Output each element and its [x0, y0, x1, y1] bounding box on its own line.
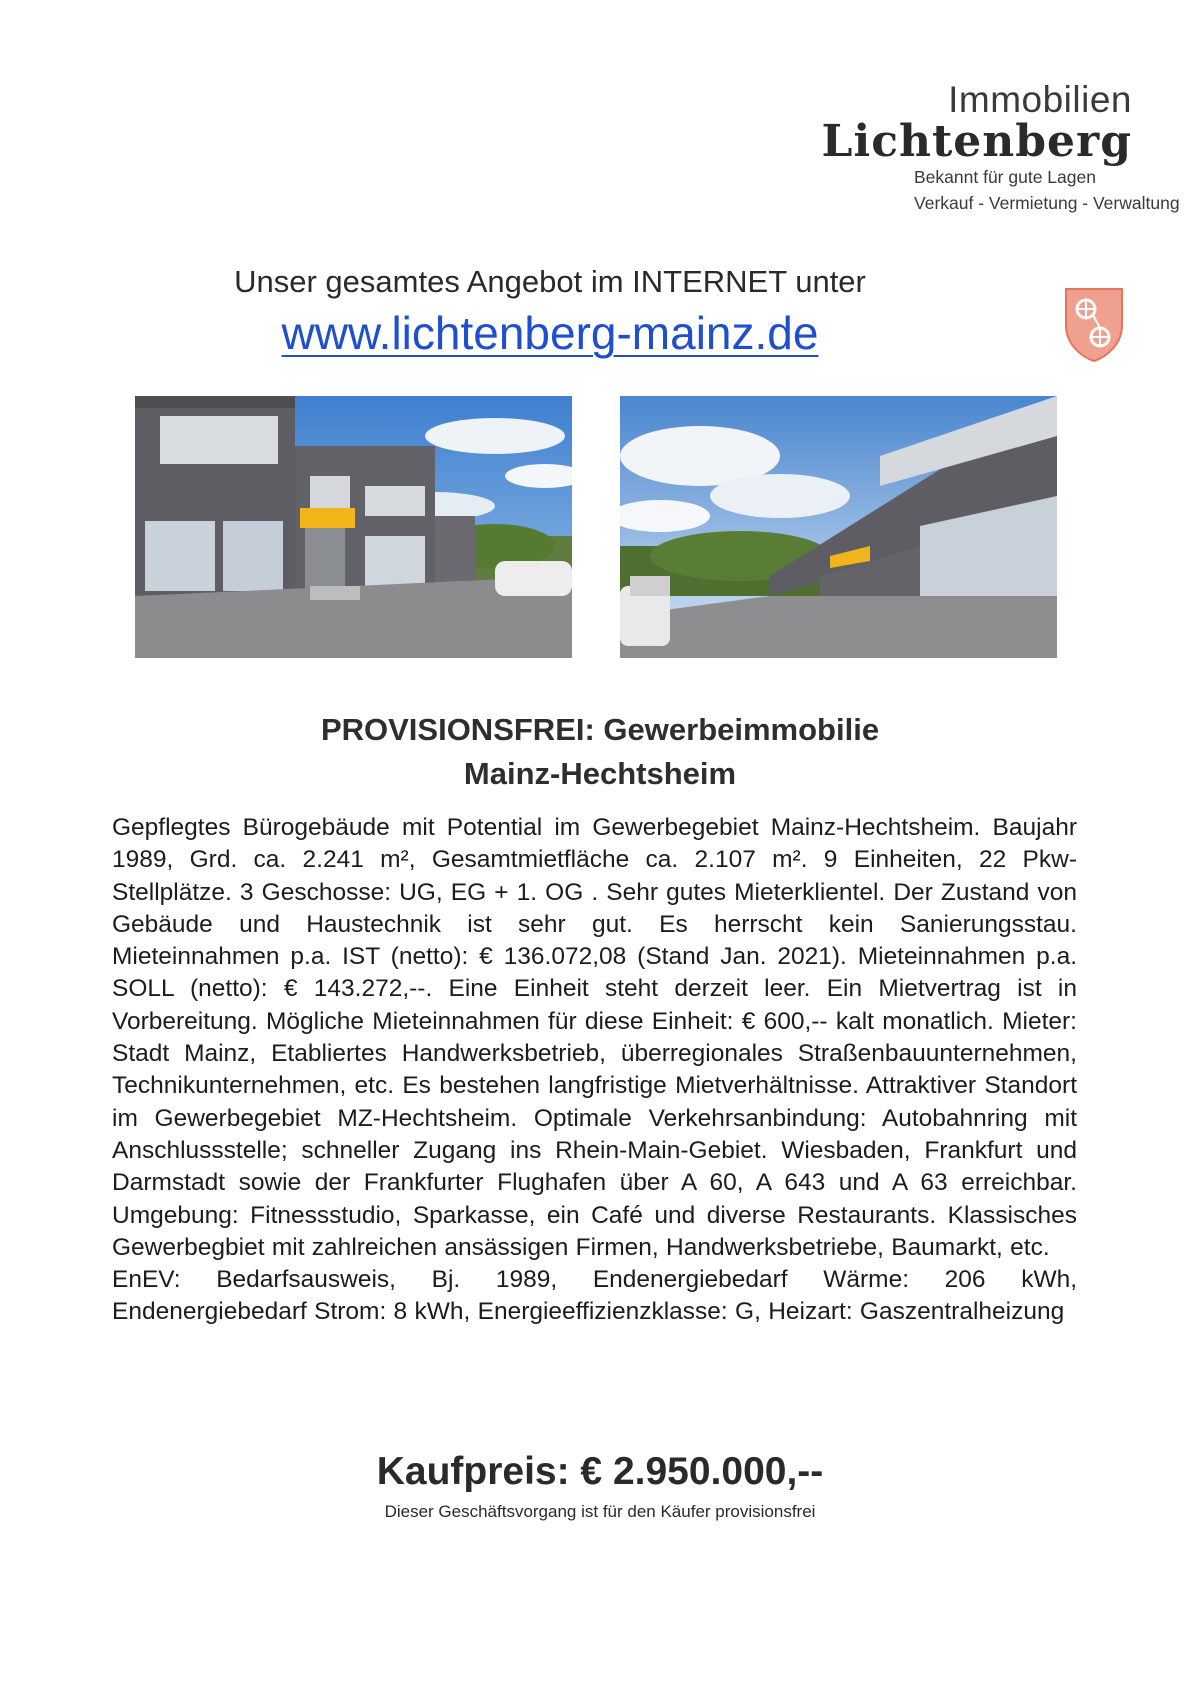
- building-photo-side: [620, 396, 1057, 658]
- description-text: Gepflegtes Bürogebäude mit Potential im Gewerbegebiet Mainz-Hechtsheim. Baujahr 1989, Grd. ca. 2.241 m², Gesamtmietfläche ca. 2.107 m². 9 Einheiten, 22 Pkw-Stellplätze. 3 Geschosse: UG, EG + 1. OG . Sehr gutes Mieterklientel. Der Zustand von Gebäude und Haustechnik ist sehr gut. Es herrscht kein Sanierungsstau. Mieteinnahmen p.a. IST (netto): € 136.072,08 (Stand Jan. 2021). Mieteinnahmen p.a. SOLL (netto): € 143.272,--. Eine Einheit steht derzeit leer. Ein Mietvertrag ist in Vorbereitung. Mögliche Mieteinnahmen für diese Einheit: € 600,-- kalt monatlich. Mieter: Stadt Mainz, Etabliertes Handwerksbetrieb, überregionales Straßenbauunternehmen, Technikunternehmen, etc. Es bestehen langfristige Mietverhältnisse. Attraktiver Standort im Gewerbegebiet MZ-Hechtsheim. Optimale Verkehrsanbindung: Autobahnring mit Anschlussstelle; schneller Zugang ins Rhein-Main-Gebiet. Wiesbaden, Frankfurt und Darmstadt sowie der Frankfurter Flughafen über A 60, A 643 und A 63 erreichbar. Umgebung: Fitnessstudio, Sparkasse, ein Café und diverse Restaurants. Klassisches Gewerbegbiet mit zahlreichen ansässigen Firmen, Handwerksbetriebe, Baumarkt, etc.: [112, 814, 1077, 1261]
- listing-description: [112, 812, 1077, 1329]
- headline-line-2: Mainz-Hechtsheim: [463, 756, 737, 791]
- building-photo-front: [135, 396, 572, 658]
- brand-name: Lichtenberg: [821, 116, 1132, 167]
- brand-services: Verkauf - Vermietung - Verwaltung: [914, 193, 1180, 213]
- listing-headline: [150, 708, 1050, 796]
- brand-taglines: [914, 164, 1180, 216]
- website-link[interactable]: www.lichtenberg-mainz.de: [281, 307, 819, 359]
- company-logo: [752, 78, 1180, 213]
- coat-of-arms-icon: [1060, 285, 1128, 363]
- brand-tagline: Bekannt für gute Lagen: [914, 167, 1096, 187]
- headline-line-1: PROVISIONSFREI: Gewerbeimmobilie: [320, 712, 880, 747]
- brand-prefix: Immobilien: [948, 79, 1132, 120]
- intro-text: Unser gesamtes Angebot im INTERNET unter: [234, 264, 866, 299]
- commission-note: Dieser Geschäftsvorgang ist für den Käufer provisionsfrei: [384, 1502, 816, 1521]
- energy-info: EnEV: Bedarfsausweis, Bj. 1989, Endenergiebedarf Wärme: 206 kWh, Endenergiebedarf Strom: 8 kWh, Energieeffizienzklasse: G, Heizart: Gaszentralheizung: [112, 1266, 1077, 1326]
- purchase-price: Kaufpreis: € 2.950.000,--: [376, 1450, 824, 1493]
